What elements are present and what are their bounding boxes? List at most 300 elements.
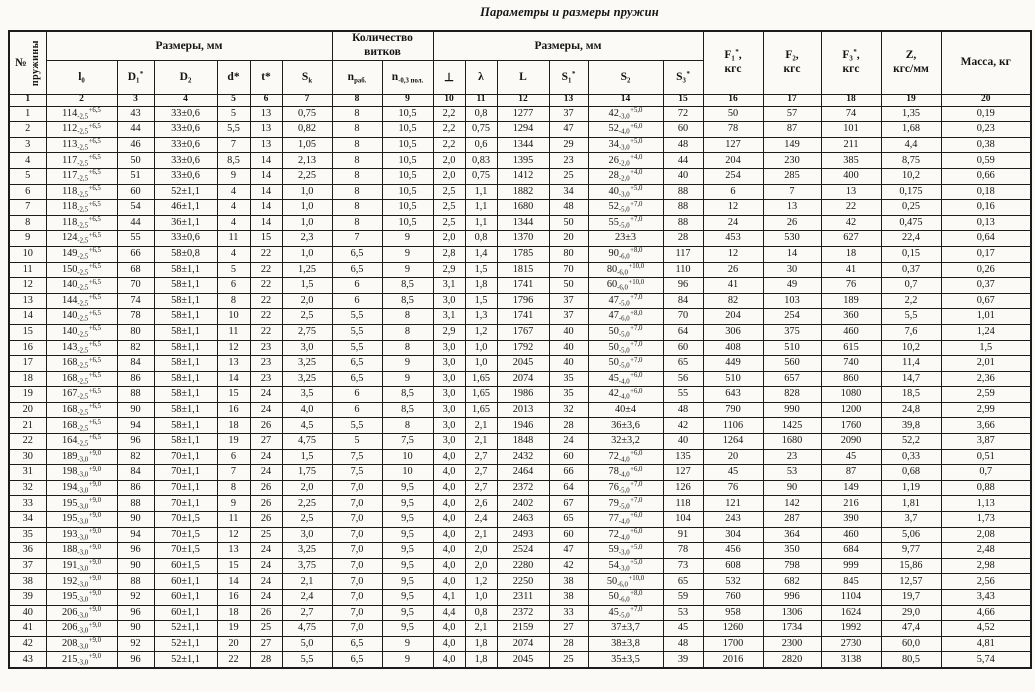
row-number: 18 <box>9 371 46 387</box>
table-cell: 24 <box>250 590 282 606</box>
table-cell: 48 <box>549 200 588 216</box>
table-cell: 27 <box>549 621 588 637</box>
table-cell: 43 <box>117 106 154 122</box>
table-cell: 11 <box>217 512 250 528</box>
row-number: 10 <box>9 246 46 262</box>
table-cell: 8 <box>332 168 382 184</box>
table-cell: $79_{-5,0}^{+7,0}$ <box>588 496 663 512</box>
table-cell: 7,5 <box>332 465 382 481</box>
table-cell: 60±1,1 <box>154 605 217 621</box>
table-cell: 19 <box>217 621 250 637</box>
table-cell: 360 <box>821 309 881 325</box>
table-cell: 390 <box>821 512 881 528</box>
table-cell: 26 <box>250 496 282 512</box>
table-cell: 5,74 <box>941 652 1031 668</box>
table-cell: 6 <box>332 293 382 309</box>
table-cell: 2,7 <box>282 605 332 621</box>
table-cell: 9 <box>382 231 433 247</box>
table-cell: 70±1,5 <box>154 512 217 528</box>
table-cell: 4,1 <box>433 590 465 606</box>
table-cell: 798 <box>763 558 821 574</box>
table-cell: 96 <box>117 605 154 621</box>
table-cell: 204 <box>703 153 763 169</box>
table-cell: 78 <box>117 309 154 325</box>
table-cell: 90 <box>117 558 154 574</box>
table-cell: 1760 <box>821 418 881 434</box>
table-row <box>9 278 1031 294</box>
table-cell: 96 <box>663 278 703 294</box>
table-cell: 36±3,6 <box>588 418 663 434</box>
table-cell: 26 <box>250 418 282 434</box>
table-cell: 8 <box>382 309 433 325</box>
table-cell: 48 <box>663 137 703 153</box>
table-cell: 16 <box>217 402 250 418</box>
table-cell: 37±3,7 <box>588 621 663 637</box>
table-cell: 29 <box>549 137 588 153</box>
table-cell: 2372 <box>497 480 549 496</box>
table-cell: 82 <box>117 449 154 465</box>
table-cell: $215_{-3,0}^{+9,0}$ <box>46 652 117 668</box>
table-cell: 254 <box>703 168 763 184</box>
table-cell: 9,5 <box>382 558 433 574</box>
table-cell: 7,0 <box>332 527 382 543</box>
table-cell: $78_{-4,0}^{+6,0}$ <box>588 465 663 481</box>
table-cell: 12,57 <box>881 574 941 590</box>
table-cell: 55 <box>117 231 154 247</box>
table-cell: 2074 <box>497 371 549 387</box>
table-cell: $149_{-2,5}^{+6,5}$ <box>46 246 117 262</box>
table-cell: 2,5 <box>433 215 465 231</box>
table-cell: 59 <box>663 590 703 606</box>
table-cell: 88 <box>117 574 154 590</box>
table-cell: 1425 <box>763 418 821 434</box>
table-cell: 23 <box>763 449 821 465</box>
table-cell: 460 <box>821 324 881 340</box>
table-cell: 22,4 <box>881 231 941 247</box>
table-cell: 50 <box>549 278 588 294</box>
table-cell: 385 <box>821 153 881 169</box>
table-cell: 13 <box>217 356 250 372</box>
table-cell: 2,56 <box>941 574 1031 590</box>
table-cell: 56 <box>663 371 703 387</box>
table-cell: 3,75 <box>282 558 332 574</box>
table-cell: 3,25 <box>282 356 332 372</box>
table-cell: 0,8 <box>465 231 497 247</box>
table-cell: 92 <box>117 636 154 652</box>
row-number: 43 <box>9 652 46 668</box>
table-cell: 58±1,1 <box>154 418 217 434</box>
table-cell: 8 <box>332 122 382 138</box>
table-cell: 22 <box>250 293 282 309</box>
column-number: 17 <box>763 94 821 106</box>
table-cell: 5,5 <box>217 122 250 138</box>
table-cell: 2,9 <box>433 262 465 278</box>
table-cell: 1,8 <box>465 278 497 294</box>
table-cell: 26 <box>250 605 282 621</box>
table-cell: $124_{-2,5}^{+6,5}$ <box>46 231 117 247</box>
column-header: λ <box>465 60 497 94</box>
table-cell: 25 <box>549 168 588 184</box>
table-cell: 19 <box>217 434 250 450</box>
table-cell: 8,5 <box>382 278 433 294</box>
table-cell: 60 <box>663 122 703 138</box>
table-cell: 11,4 <box>881 356 941 372</box>
table-cell: 33±0,6 <box>154 106 217 122</box>
table-cell: 70 <box>663 309 703 325</box>
table-cell: 33±0,6 <box>154 231 217 247</box>
table-cell: 0,175 <box>881 184 941 200</box>
table-header <box>9 31 1031 106</box>
table-cell: 532 <box>703 574 763 590</box>
table-cell: 22 <box>217 652 250 668</box>
table-cell: $77_{-4,0}^{+6,0}$ <box>588 512 663 528</box>
table-cell: 6,5 <box>332 371 382 387</box>
table-cell: 58±1,1 <box>154 262 217 278</box>
table-cell: 2,4 <box>282 590 332 606</box>
table-cell: 0,17 <box>941 246 1031 262</box>
table-cell: 1306 <box>763 605 821 621</box>
f1-header <box>703 31 763 94</box>
table-row <box>9 543 1031 559</box>
table-cell: 8,75 <box>881 153 941 169</box>
table-cell: 1,0 <box>282 246 332 262</box>
table-cell: 14 <box>217 574 250 590</box>
table-cell: 110 <box>663 262 703 278</box>
table-row <box>9 652 1031 668</box>
table-cell: 2,8 <box>433 246 465 262</box>
table-cell: 26 <box>250 480 282 496</box>
table-cell: 2090 <box>821 434 881 450</box>
table-cell: 1,35 <box>881 106 941 122</box>
table-cell: $72_{-4,0}^{+6,0}$ <box>588 527 663 543</box>
column-number: 11 <box>465 94 497 106</box>
table-cell: 42 <box>663 418 703 434</box>
table-cell: 18 <box>217 418 250 434</box>
table-cell: 453 <box>703 231 763 247</box>
table-cell: 3,0 <box>433 356 465 372</box>
table-cell: 26 <box>250 512 282 528</box>
table-cell: 7,0 <box>332 621 382 637</box>
table-cell: 9,5 <box>382 590 433 606</box>
table-cell: 149 <box>821 480 881 496</box>
table-cell: 5,5 <box>282 652 332 668</box>
table-cell: 2,5 <box>282 512 332 528</box>
column-number: 5 <box>217 94 250 106</box>
table-cell: $189_{-3,0}^{+9,0}$ <box>46 449 117 465</box>
table-cell: 52±1,1 <box>154 621 217 637</box>
table-cell: 90 <box>117 402 154 418</box>
table-cell: 94 <box>117 418 154 434</box>
table-cell: 3,1 <box>433 278 465 294</box>
column-number: 8 <box>332 94 382 106</box>
table-cell: 4,0 <box>433 574 465 590</box>
table-cell: 740 <box>821 356 881 372</box>
table-cell: 13 <box>763 200 821 216</box>
table-cell: 4,0 <box>433 527 465 543</box>
table-cell: 3,0 <box>433 387 465 403</box>
table-cell: 1,2 <box>465 574 497 590</box>
table-cell: 1785 <box>497 246 549 262</box>
table-cell: 9 <box>382 652 433 668</box>
table-cell: 0,16 <box>941 200 1031 216</box>
table-cell: 36±1,1 <box>154 215 217 231</box>
table-cell: 22 <box>250 246 282 262</box>
table-cell: 10,5 <box>382 153 433 169</box>
table-cell: 2,0 <box>282 480 332 496</box>
table-cell: $28_{-2,0}^{+4,0}$ <box>588 168 663 184</box>
table-cell: 10,5 <box>382 168 433 184</box>
table-cell: 4 <box>217 200 250 216</box>
table-cell: 9 <box>382 636 433 652</box>
table-cell: 990 <box>763 402 821 418</box>
table-row <box>9 309 1031 325</box>
table-cell: 103 <box>763 293 821 309</box>
table-cell: 8,5 <box>382 402 433 418</box>
table-cell: 33±0,6 <box>154 137 217 153</box>
table-cell: 1,8 <box>465 652 497 668</box>
header-line: кгс <box>842 62 860 75</box>
table-cell: 1,65 <box>465 371 497 387</box>
table-cell: 845 <box>821 574 881 590</box>
table-cell: 643 <box>703 387 763 403</box>
table-cell: 760 <box>703 590 763 606</box>
table-cell: 682 <box>763 574 821 590</box>
table-row <box>9 465 1031 481</box>
table-cell: 70±1,1 <box>154 496 217 512</box>
table-cell: 1680 <box>497 200 549 216</box>
table-cell: 828 <box>763 387 821 403</box>
table-cell: 15 <box>250 231 282 247</box>
table-cell: 2,01 <box>941 356 1031 372</box>
table-cell: 64 <box>663 324 703 340</box>
table-row <box>9 418 1031 434</box>
table-cell: 1,81 <box>881 496 941 512</box>
page-title: Параметры и размеры пружин <box>480 5 659 19</box>
table-cell: 5,5 <box>332 340 382 356</box>
table-cell: 2013 <box>497 402 549 418</box>
column-header: $n_{-0,3 пол.}$ <box>382 60 433 94</box>
table-cell: 12 <box>217 340 250 356</box>
table-row <box>9 231 1031 247</box>
table-cell: 24 <box>250 402 282 418</box>
table-cell: 2,2 <box>433 106 465 122</box>
column-number: 12 <box>497 94 549 106</box>
table-cell: 2820 <box>763 652 821 668</box>
table-cell: 2,9 <box>433 324 465 340</box>
table-cell: 23±3 <box>588 231 663 247</box>
spring-number-header-content <box>10 32 46 94</box>
table-cell: 7 <box>763 184 821 200</box>
table-cell: 38±3,8 <box>588 636 663 652</box>
table-cell: 1,3 <box>465 309 497 325</box>
table-cell: 2,1 <box>282 574 332 590</box>
row-number: 32 <box>9 480 46 496</box>
table-cell: 48 <box>663 636 703 652</box>
table-cell: 2,25 <box>282 496 332 512</box>
table-cell: 1,1 <box>465 215 497 231</box>
table-cell: 3,0 <box>433 371 465 387</box>
table-cell: 8 <box>382 340 433 356</box>
table-cell: 1344 <box>497 215 549 231</box>
table-cell: 2,98 <box>941 558 1031 574</box>
table-cell: 22 <box>821 200 881 216</box>
row-number: 20 <box>9 402 46 418</box>
table-cell: 47,4 <box>881 621 941 637</box>
table-cell: 2,13 <box>282 153 332 169</box>
table-cell: 1700 <box>703 636 763 652</box>
table-cell: 0,37 <box>941 278 1031 294</box>
table-cell: 211 <box>821 137 881 153</box>
row-number: 30 <box>9 449 46 465</box>
table-cell: 7,0 <box>332 543 382 559</box>
table-cell: 28 <box>549 418 588 434</box>
table-cell: 4,52 <box>941 621 1031 637</box>
table-cell: 3,0 <box>433 402 465 418</box>
table-cell: 44 <box>117 122 154 138</box>
table-cell: 4,4 <box>881 137 941 153</box>
table-cell: 60±1,1 <box>154 590 217 606</box>
table-cell: $45_{-4,0}^{+6,0}$ <box>588 371 663 387</box>
table-cell: 5,5 <box>332 309 382 325</box>
table-cell: 6 <box>332 387 382 403</box>
table-cell: 3,25 <box>282 371 332 387</box>
table-cell: 91 <box>663 527 703 543</box>
table-cell: 1,1 <box>465 200 497 216</box>
header-line: кгс <box>783 62 801 75</box>
table-cell: 285 <box>763 168 821 184</box>
table-cell: 88 <box>663 215 703 231</box>
column-number: 7 <box>282 94 332 106</box>
table-cell: 999 <box>821 558 881 574</box>
table-row <box>9 340 1031 356</box>
table-row <box>9 605 1031 621</box>
table-cell: $60_{-6,0}^{+10,0}$ <box>588 278 663 294</box>
table-cell: 1,65 <box>465 402 497 418</box>
table-cell: 243 <box>703 512 763 528</box>
mass-header <box>941 31 1031 94</box>
table-cell: 2280 <box>497 558 549 574</box>
table-cell: 1,0 <box>465 340 497 356</box>
table-cell: $144_{-2,5}^{+6,5}$ <box>46 293 117 309</box>
table-cell: 5 <box>217 262 250 278</box>
table-cell: $52_{-5,0}^{+7,0}$ <box>588 200 663 216</box>
column-header: L <box>497 60 549 94</box>
table-cell: 4,66 <box>941 605 1031 621</box>
table-cell: 2,75 <box>282 324 332 340</box>
table-cell: 2300 <box>763 636 821 652</box>
table-cell: 23 <box>250 340 282 356</box>
table-cell: 127 <box>663 465 703 481</box>
table-cell: 86 <box>117 371 154 387</box>
table-cell: 60,0 <box>881 636 941 652</box>
table-cell: 23 <box>549 153 588 169</box>
table-cell: 27 <box>250 636 282 652</box>
spring-number-header <box>9 31 46 94</box>
table-cell: 1882 <box>497 184 549 200</box>
table-cell: $143_{-2,5}^{+6,5}$ <box>46 340 117 356</box>
table-cell: 58±1,1 <box>154 278 217 294</box>
table-cell: 9,5 <box>382 543 433 559</box>
table-cell: $42_{-3,0}^{+5,0}$ <box>588 106 663 122</box>
table-cell: 1680 <box>763 434 821 450</box>
table-cell: 0,25 <box>881 200 941 216</box>
table-cell: 19,7 <box>881 590 941 606</box>
table-cell: $54_{-3,0}^{+5,0}$ <box>588 558 663 574</box>
table-cell: 70±1,5 <box>154 543 217 559</box>
table-cell: 8,5 <box>382 387 433 403</box>
table-cell: 14 <box>250 200 282 216</box>
row-number: 39 <box>9 590 46 606</box>
table-cell: 73 <box>663 558 703 574</box>
table-cell: 2372 <box>497 605 549 621</box>
column-header: $S_3^*$ <box>663 60 703 94</box>
table-cell: 87 <box>821 465 881 481</box>
table-cell: 2,5 <box>433 184 465 200</box>
table-cell: 8 <box>332 137 382 153</box>
row-number: 5 <box>9 168 46 184</box>
table-cell: 7 <box>217 137 250 153</box>
table-cell: 4 <box>217 184 250 200</box>
table-cell: 4,0 <box>282 402 332 418</box>
table-cell: 12 <box>217 527 250 543</box>
table-cell: 57 <box>763 106 821 122</box>
table-cell: 1992 <box>821 621 881 637</box>
table-cell: 4,75 <box>282 621 332 637</box>
table-cell: 15 <box>217 387 250 403</box>
table-cell: 14 <box>250 153 282 169</box>
header-number-row <box>9 94 1031 106</box>
table-cell: 0,88 <box>941 480 1031 496</box>
table-cell: 121 <box>703 496 763 512</box>
table-row <box>9 184 1031 200</box>
table-cell: 24 <box>250 558 282 574</box>
table-cell: 20 <box>217 636 250 652</box>
table-cell: 45 <box>703 465 763 481</box>
table-cell: 14 <box>250 184 282 200</box>
table-cell: 10 <box>382 449 433 465</box>
table-cell: 6,5 <box>332 636 382 652</box>
table-cell: 96 <box>117 543 154 559</box>
table-cell: 0,19 <box>941 106 1031 122</box>
table-cell: $150_{-2,5}^{+6,5}$ <box>46 262 117 278</box>
table-cell: 9,5 <box>382 574 433 590</box>
table-cell: 50 <box>117 153 154 169</box>
table-cell: 4,0 <box>433 652 465 668</box>
row-number: 1 <box>9 106 46 122</box>
table-cell: 3,43 <box>941 590 1031 606</box>
table-cell: 3,87 <box>941 434 1031 450</box>
table-row <box>9 324 1031 340</box>
table-cell: 40 <box>549 340 588 356</box>
table-cell: $117_{-2,5}^{+6,5}$ <box>46 168 117 184</box>
table-cell: 0,68 <box>881 465 941 481</box>
table-cell: 84 <box>117 465 154 481</box>
table-cell: 26 <box>763 215 821 231</box>
table-cell: $26_{-2,0}^{+4,0}$ <box>588 153 663 169</box>
table-cell: 25 <box>549 652 588 668</box>
table-cell: 3,0 <box>433 434 465 450</box>
table-cell: 70±1,5 <box>154 527 217 543</box>
table-cell: 82 <box>117 340 154 356</box>
table-cell: 58±1,1 <box>154 434 217 450</box>
header-line: Z, <box>905 49 917 61</box>
table-cell: 3,25 <box>282 543 332 559</box>
table-cell: 10,5 <box>382 215 433 231</box>
table-cell: 45 <box>821 449 881 465</box>
table-cell: $193_{-3,0}^{+9,0}$ <box>46 527 117 543</box>
table-cell: 1080 <box>821 387 881 403</box>
table-cell: 608 <box>703 558 763 574</box>
